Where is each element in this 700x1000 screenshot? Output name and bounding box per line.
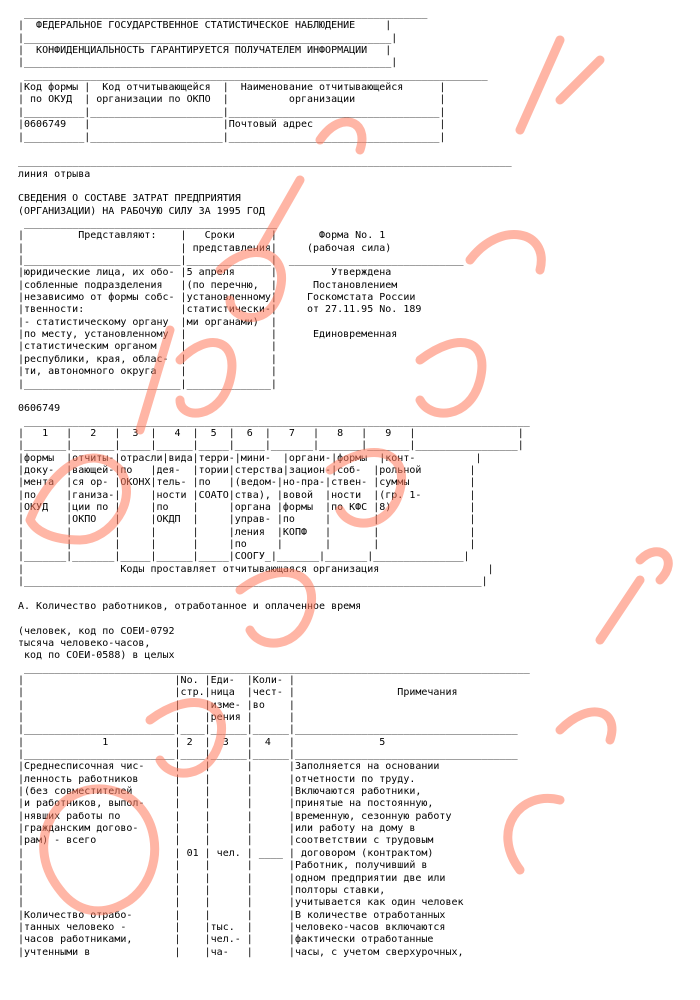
document-line: | |No. |Еди- |Коли- | (18, 674, 295, 686)
document-line: (ОРГАНИЗАЦИИ) НА РАБОЧУЮ СИЛУ ЗА 1995 ГОД (18, 205, 265, 217)
document-line: | | | | | |ления |КОПФ | | | (18, 526, 476, 538)
document-line: ___________________________________________________________________ (18, 8, 428, 19)
document-line: __________________________________________________________________________________ (18, 156, 512, 168)
document-line: |(без совместителей | | | |Включаются работники, (18, 786, 422, 798)
document-line: |ленность работников | | | |отчетности по труду. (18, 773, 416, 785)
document-line: | | | | | |по | | | | (18, 539, 476, 551)
document-line: ____________________________________________________________________________________ (18, 662, 530, 674)
document-line: 0606749 (18, 403, 61, 415)
document-line: | |стр.|ница |чест- | Примечания (18, 687, 458, 699)
document-line: А. Количество работников, отработанное и оплаченное время (18, 600, 362, 612)
document-line: |__________________________|______________| _____________________________ (18, 255, 464, 266)
document-line: |гражданским догово- | | | |или работу на дому в (18, 823, 416, 835)
document-line (18, 181, 24, 193)
document-line: | | | | |одном предприятии две или (18, 872, 446, 884)
document-line: | 1 | 2 | 3 | 4 | 5 (18, 736, 386, 748)
document-line: |- статистическому органу |ми органами) | (18, 316, 277, 328)
document-line: |__________|______________________|___________________________________| (18, 106, 446, 118)
document-line: | КОНФИДЕНЦИАЛЬНОСТЬ ГАРАНТИРУЕТСЯ ПОЛУЧАТЕЛЕМ ИНФОРМАЦИИ | (18, 45, 392, 57)
document-line: |статистическим органом | | (18, 341, 277, 353)
document-line: |юридические лица, их обо- |5 апреля | Утверждена (18, 267, 392, 279)
document-line (18, 144, 24, 156)
document-line: |доку- |вающей-|по |дея- |тории|стерства|зацион-|соб- |рольной | (18, 464, 476, 476)
document-line: | Представляют: | Сроки | Форма No. 1 (18, 230, 386, 242)
document-line: |формы |отчиты-|отрасли|вида|терри-|мини- |органи-|формы |конт- | (18, 452, 482, 464)
document-line: | | 01 | чел. | ____ | договором (контрактом) (18, 847, 434, 859)
document-line: | Коды проставляет отчитывающаяся организация | (18, 563, 494, 575)
document-line: |твенности: |статистически-| от 27.11.95 No. 189 (18, 304, 422, 316)
document-line: ____________________________________________________________________________________ (18, 415, 530, 427)
document-line: |ти, автономного округа | | (18, 366, 277, 378)
document-line: |ОКУД |ции по | |по | |органа |формы |по КФС |8) | (18, 502, 476, 513)
document-line: |_____________________________________________________________| (18, 32, 398, 44)
document-line: | | | | |Работник, получивший в (18, 860, 428, 872)
document-line: СВЕДЕНИЯ О СОСТАВЕ ЗАТРАТ ПРЕДПРИЯТИЯ (18, 193, 241, 205)
document-line: (человек, код по СОЕИ-0792 (18, 625, 175, 637)
document-line: |_______|_______|_____|______|_____|_____|_______|_______|_______|_________________| (18, 440, 524, 452)
document-line: __________________________________________ (18, 217, 277, 229)
document-line: |_______|_______|_____|______|_____|СООГУ_|_______|_______|_______________| (18, 551, 470, 563)
document-line: |0606749 | |Почтовый адрес | (18, 119, 446, 131)
document-line: |мента |ся ор- |ОКОНХ|тель- |по |(ведом-|но-пра-|ствен- |суммы | (18, 477, 476, 489)
document-line: _____________________________________________________________________________ (18, 69, 488, 81)
document-line: | 1 | 2 | 3 | 4 | 5 | 6 | 7 | 8 | 9 | | (18, 427, 524, 439)
document-line: линия отрыва (18, 168, 91, 180)
document-line: |по |ганиза-| |ности |СОАТО|ства), |вовой |ности |(гр. 1- | (18, 489, 476, 501)
document-line: тысяча человеко-часов, (18, 637, 151, 649)
document-line: код по СОЕИ-0588) в целых (18, 650, 175, 662)
document-line: | | представления| (рабочая сила) (18, 242, 392, 254)
document-line: | по ОКУД | организации по ОКПО | организации | (18, 94, 446, 106)
document-line: |танных человеко - | |тыс. | |человеко-часов включаются (18, 921, 446, 933)
document-line: | ФЕДЕРАЛЬНОЕ ГОСУДАРСТВЕННОЕ СТАТИСТИЧЕСКОЕ НАБЛЮДЕНИЕ | (18, 20, 392, 32)
document-line: |____________________________________________________________________________| (18, 576, 488, 588)
document-line: |рам) - всего | | | |соответствии с трудовым (18, 835, 434, 847)
document-line: | | |рения | | (18, 711, 295, 723)
document-line: |Количество отрабо- | | | |В количестве отработанных (18, 909, 446, 921)
document-line: |_________________________|____|______|______|_____________________________________ (18, 749, 518, 760)
document-line: |учтенными в | |ча- | |часы, с учетом сверхурочных, (18, 946, 464, 958)
document-line: | |ОКПО | |ОКДП | |управ- |по | | | (18, 514, 476, 526)
document-line: |независимо от формы собс- |установленному| Госкомстата России (18, 292, 416, 304)
document-line: |часов работниками, | |чел.- | |фактически отработанные (18, 934, 434, 946)
document-line: |республики, края, облас- | | (18, 353, 277, 365)
document-line: |Среднесписочная чис- | | | |Заполняется на основании (18, 761, 440, 773)
document-line (18, 391, 24, 403)
document-line: | | | | |учитывается как один человек (18, 897, 464, 909)
document-line: |_____________________________________________________________| (18, 57, 398, 69)
document-line (18, 588, 24, 600)
document-line: |_________________________|____|______|______|_____________________________________ (18, 724, 518, 736)
document-line: |Код формы | Код отчитывающейся | Наименование отчитывающейся | (18, 82, 446, 94)
document-line: | | |изме- |во | (18, 699, 295, 711)
document-line: |__________|______________________|___________________________________| (18, 131, 446, 143)
document-line: | | | | |полторы ставки, (18, 884, 386, 896)
document-line: |по месту, установленному | | Единовременная (18, 329, 398, 341)
document-line: |нявших работы по | | | |временную, сезонную работу (18, 810, 452, 822)
document-line: |__________________________|______________| (18, 378, 277, 390)
document-line: |собленные подразделения |(по перечню, | Постановлением (18, 279, 398, 291)
document-line (18, 613, 24, 625)
document-line: |и работников, выпол- | | | |принятые на постоянную, (18, 798, 434, 810)
